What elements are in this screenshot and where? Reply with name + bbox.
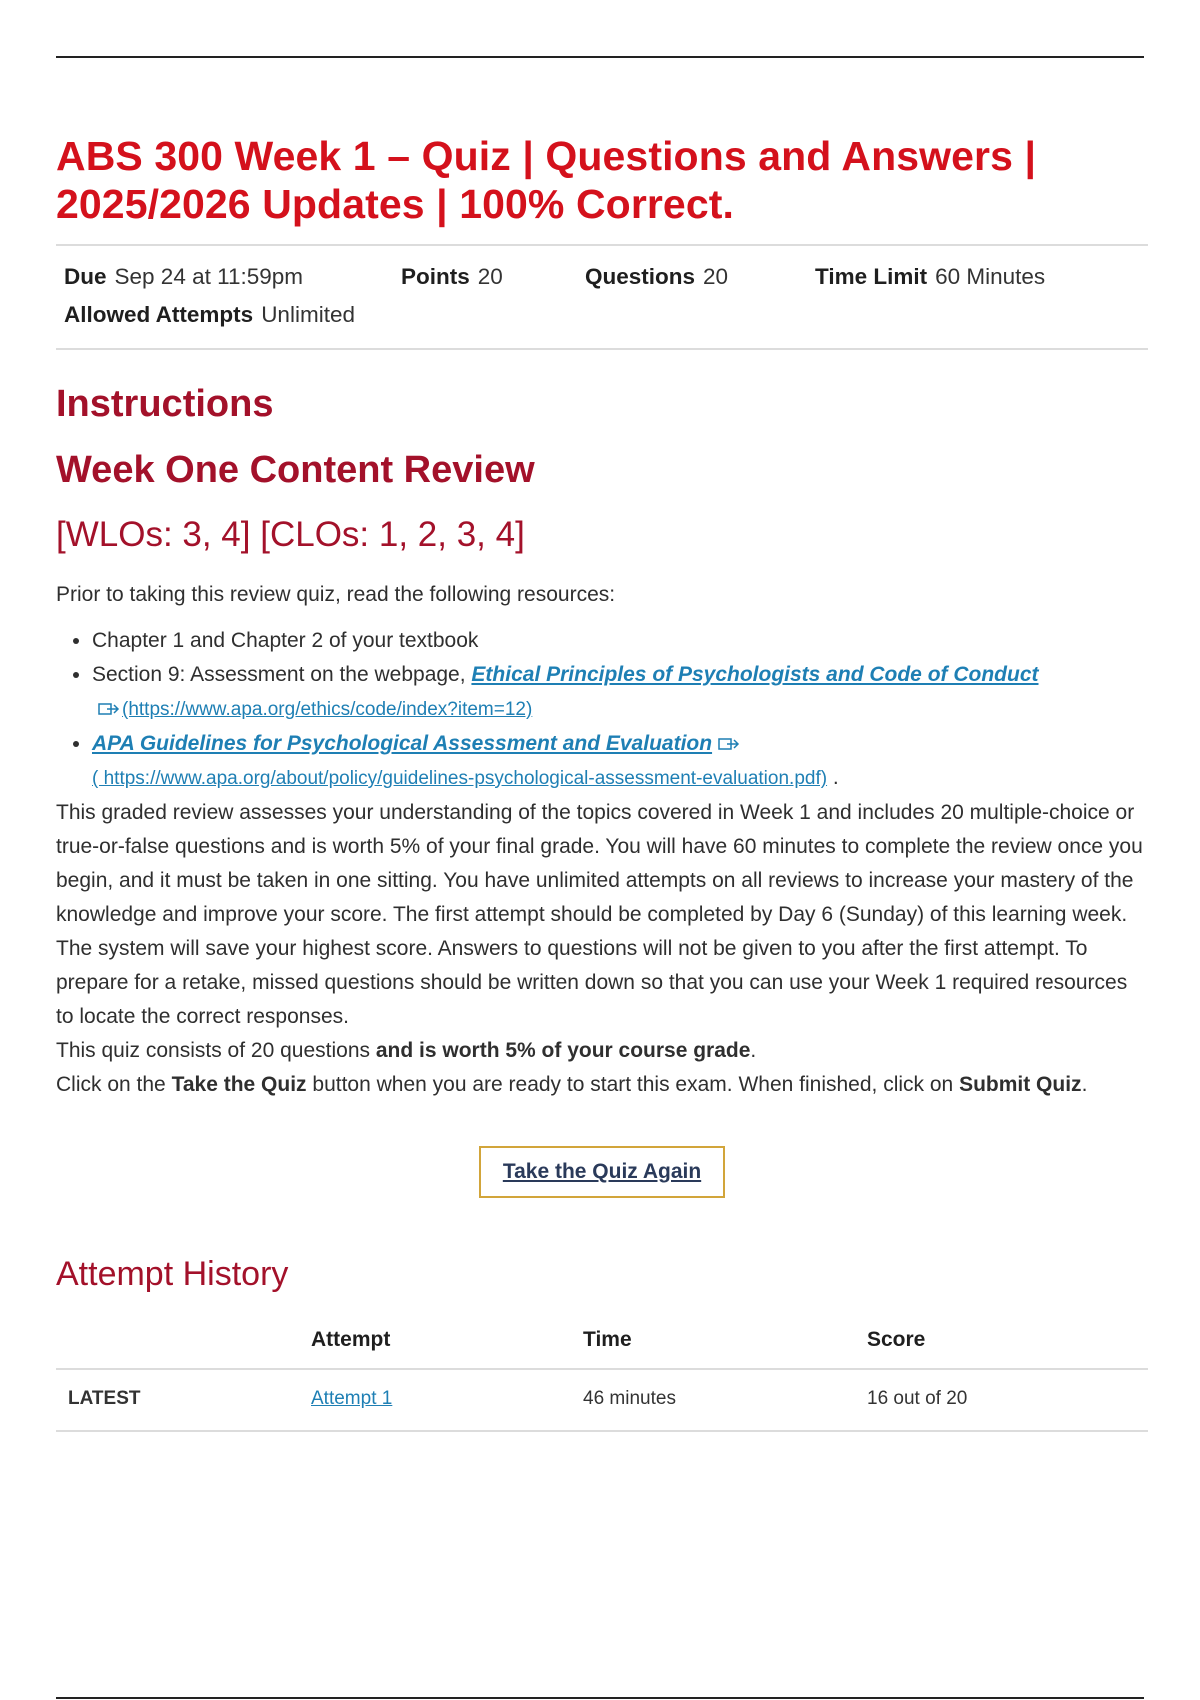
page-content bbox=[56, 132, 1148, 1432]
resource-item-guidelines: • APA Guidelines for Psychological Assessment and Evaluation ( https://www.apa.org/about/policy/guidelines-psychological-assessment-evaluation.pdf) . bbox=[92, 727, 1148, 796]
instructions-heading: Instructions bbox=[56, 383, 274, 425]
quiz-worth-paragraph: This quiz consists of 20 questions and is worth 5% of your course grade. bbox=[56, 1039, 757, 1062]
attempt-link[interactable]: Attempt 1 bbox=[311, 1388, 393, 1409]
quiz-details bbox=[56, 244, 1148, 350]
guidelines-url[interactable]: ( https://www.apa.org/about/policy/guidelines-psychological-assessment-evaluation.pdf) bbox=[92, 768, 828, 789]
learning-outcomes: [WLOs: 3, 4] [CLOs: 1, 2, 3, 4] bbox=[56, 515, 525, 554]
points: Points 20 bbox=[401, 264, 503, 289]
time-limit: Time Limit 60 Minutes bbox=[815, 264, 1046, 289]
column-header-attempt: Attempt bbox=[311, 1312, 583, 1369]
ethics-code-url[interactable]: (https://www.apa.org/ethics/code/index?item=12) bbox=[122, 699, 533, 720]
intro-text: Prior to taking this review quiz, read the following resources: bbox=[56, 583, 616, 606]
ethics-code-link[interactable]: Ethical Principles of Psychologists and Code of Conduct bbox=[471, 663, 1039, 686]
page-title: ABS 300 Week 1 – Quiz | Questions and Answers | 2025/2026 Updates | 100% Correct. bbox=[56, 133, 1037, 227]
column-header-time: Time bbox=[583, 1312, 867, 1369]
retake-paragraph: The system will save your highest score. Answers to questions will not be given to you after the first attempt. To prepare for a retake, missed questions should be written down so that you can use your Week 1 required resources to locate the correct responses. bbox=[56, 937, 1128, 1028]
due-date: Due Sep 24 at 11:59pm bbox=[64, 264, 303, 289]
attempt-history-heading: Attempt History bbox=[56, 1255, 289, 1293]
table-header-row bbox=[56, 1312, 1148, 1369]
attempt-time: 46 minutes bbox=[583, 1369, 867, 1431]
questions-count: Questions 20 bbox=[585, 264, 729, 289]
attempt-history-table bbox=[56, 1312, 1148, 1432]
external-link-icon bbox=[98, 702, 120, 716]
column-header-score: Score bbox=[867, 1312, 1148, 1369]
column-header-tag bbox=[56, 1312, 311, 1369]
latest-tag: LATEST bbox=[56, 1369, 311, 1431]
resource-item-ethics: • Section 9: Assessment on the webpage, Ethical Principles of Psychologists and Code of Conduct (https://www.apa.org/ethics/code/index?item=12) bbox=[92, 658, 1148, 727]
allowed-attempts: Allowed Attempts Unlimited bbox=[64, 302, 355, 327]
guidelines-link[interactable]: APA Guidelines for Psychological Assessment and Evaluation bbox=[92, 732, 713, 755]
table-row bbox=[56, 1369, 1148, 1431]
content-review-heading: Week One Content Review bbox=[56, 449, 535, 491]
resource-list bbox=[56, 624, 1148, 796]
grading-paragraph: This graded review assesses your understanding of the topics covered in Week 1 and includes 20 multiple-choice or true-or-false questions and is worth 5% of your final grade. You will have 60 minutes to complete the review once you begin, and it must be taken in one sitting. You have unlimited attempts on all reviews to increase your mastery of the knowledge and improve your score. The first attempt should be completed by Day 6 (Sunday) of this learning week. bbox=[56, 801, 1143, 926]
top-rule bbox=[56, 56, 1144, 58]
bottom-rule bbox=[56, 1697, 1144, 1699]
take-quiz-paragraph: Click on the Take the Quiz button when you are ready to start this exam. When finished, click on Submit Quiz. bbox=[56, 1073, 1088, 1096]
take-quiz-again-button[interactable]: Take the Quiz Again bbox=[479, 1146, 725, 1198]
resource-item-textbook: • Chapter 1 and Chapter 2 of your textbook bbox=[92, 624, 1148, 658]
attempt-score: 16 out of 20 bbox=[867, 1369, 1148, 1431]
external-link-icon bbox=[718, 737, 740, 751]
